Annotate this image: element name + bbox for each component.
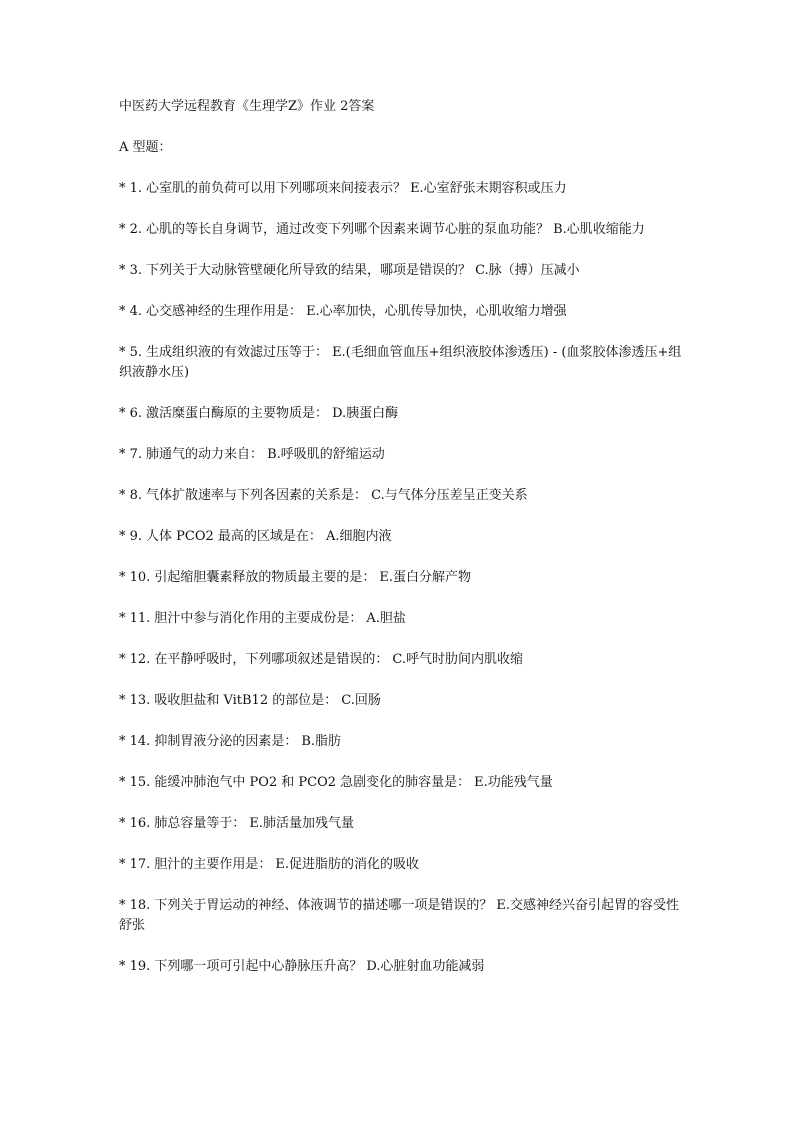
question-answer: C.呼气时肋间内肌收缩: [392, 652, 523, 667]
question-item-5: [119, 343, 685, 383]
question-text: 心交感神经的生理作用是：: [146, 304, 303, 319]
document-content: [119, 97, 685, 998]
question-number: 7.: [129, 447, 143, 462]
question-number: 15.: [129, 775, 151, 790]
question-number: 14.: [129, 734, 151, 749]
question-star: *: [119, 406, 126, 421]
question-item-11: [119, 609, 685, 629]
question-answer: A.胆盐: [366, 611, 406, 626]
question-item-17: [119, 855, 685, 875]
question-answer: E.功能残气量: [474, 775, 553, 790]
question-item-9: [119, 527, 685, 547]
question-number: 12.: [129, 652, 151, 667]
question-star: *: [119, 611, 126, 626]
question-number: 8.: [129, 488, 143, 503]
question-number: 3.: [129, 263, 143, 278]
question-item-18: [119, 896, 685, 936]
question-text: 气体扩散速率与下列各因素的关系是：: [146, 488, 368, 503]
question-item-12: [119, 650, 685, 670]
question-number: 2.: [129, 222, 143, 237]
question-answer: D.胰蛋白酶: [332, 406, 399, 421]
question-star: *: [119, 222, 126, 237]
question-list: [119, 179, 685, 977]
question-number: 4.: [129, 304, 143, 319]
question-text: 心肌的等长自身调节，通过改变下列哪个因素来调节心脏的泵血功能？: [146, 222, 550, 237]
question-text: 激活糜蛋白酶原的主要物质是：: [146, 406, 329, 421]
question-answer: B.心肌收缩能力: [553, 222, 645, 237]
question-number: 1.: [129, 181, 143, 196]
question-text: 下列哪一项可引起中心静脉压升高？: [154, 959, 363, 974]
question-text: 生成组织液的有效滤过压等于：: [146, 345, 329, 360]
question-star: *: [119, 304, 126, 319]
question-item-2: [119, 220, 685, 240]
question-answer: C.与气体分压差呈正变关系: [371, 488, 528, 503]
question-answer: C.脉（搏）压减小: [475, 263, 580, 278]
question-star: *: [119, 529, 126, 544]
question-text: 心室肌的前负荷可以用下列哪项来间接表示？: [146, 181, 407, 196]
document-title: 中医药大学远程教育《生理学Z》作业 2答案: [119, 99, 375, 114]
question-number: 13.: [129, 693, 151, 708]
question-number: 11.: [129, 611, 151, 626]
question-answer: A.细胞内液: [325, 529, 392, 544]
question-item-10: [119, 568, 685, 588]
question-text: 吸收胆盐和 VitB12 的部位是：: [154, 693, 338, 708]
question-text: 在平静呼吸时，下列哪项叙述是错误的：: [154, 652, 389, 667]
question-star: *: [119, 857, 126, 872]
question-star: *: [119, 734, 126, 749]
question-item-3: [119, 261, 685, 281]
question-item-14: [119, 732, 685, 752]
question-star: *: [119, 181, 126, 196]
question-item-13: [119, 691, 685, 711]
question-item-19: [119, 957, 685, 977]
question-star: *: [119, 447, 126, 462]
question-answer: B.脂肪: [301, 734, 342, 749]
question-number: 19.: [129, 959, 151, 974]
question-number: 16.: [129, 816, 151, 831]
question-item-7: [119, 445, 685, 465]
question-text: 下列关于大动脉管壁硬化所导致的结果，哪项是错误的？: [146, 263, 472, 278]
question-number: 18.: [129, 898, 151, 913]
question-text: 能缓冲肺泡气中 PO2 和 PCO2 急剧变化的肺容量是：: [154, 775, 471, 790]
question-text: 胆汁中参与消化作用的主要成份是：: [154, 611, 363, 626]
question-star: *: [119, 263, 126, 278]
question-number: 9.: [129, 529, 143, 544]
question-star: *: [119, 570, 126, 585]
question-text: 抑制胃液分泌的因素是：: [154, 734, 298, 749]
question-answer: E.交感神经兴奋引起胃的容受性舒张: [119, 898, 679, 933]
question-star: *: [119, 898, 126, 913]
question-item-15: [119, 773, 685, 793]
question-answer: C.回肠: [341, 693, 381, 708]
question-answer: E.(毛细血管血压+组织液胶体渗透压) - (血浆胶体渗透压+组织液静水压): [119, 345, 682, 380]
question-item-1: [119, 179, 685, 199]
question-answer: D.心脏射血功能减弱: [366, 959, 485, 974]
question-answer: E.心室舒张末期容积或压力: [410, 181, 567, 196]
question-answer: E.促进脂肪的消化的吸收: [275, 857, 419, 872]
question-number: 10.: [129, 570, 151, 585]
question-text: 肺总容量等于：: [154, 816, 246, 831]
question-item-4: [119, 302, 685, 322]
question-star: *: [119, 816, 126, 831]
question-answer: E.蛋白分解产物: [379, 570, 471, 585]
question-item-6: [119, 404, 685, 424]
question-answer: E.心率加快，心肌传导加快，心肌收缩力增强: [306, 304, 567, 319]
question-item-16: [119, 814, 685, 834]
question-star: *: [119, 959, 126, 974]
question-number: 5.: [129, 345, 143, 360]
question-star: *: [119, 652, 126, 667]
question-text: 胆汁的主要作用是：: [154, 857, 272, 872]
section-heading: A 型题：: [119, 140, 172, 155]
question-star: *: [119, 488, 126, 503]
question-text: 肺通气的动力来自：: [146, 447, 264, 462]
question-item-8: [119, 486, 685, 506]
question-star: *: [119, 345, 126, 360]
question-answer: B.呼吸肌的舒缩运动: [267, 447, 385, 462]
question-answer: E.肺活量加残气量: [249, 816, 354, 831]
question-text: 人体 PCO2 最高的区域是在：: [146, 529, 322, 544]
question-number: 17.: [129, 857, 151, 872]
question-text: 引起缩胆囊素释放的物质最主要的是：: [154, 570, 376, 585]
question-star: *: [119, 693, 126, 708]
question-text: 下列关于胃运动的神经、体液调节的描述哪一项是错误的？: [154, 898, 493, 913]
question-number: 6.: [129, 406, 143, 421]
question-star: *: [119, 775, 126, 790]
